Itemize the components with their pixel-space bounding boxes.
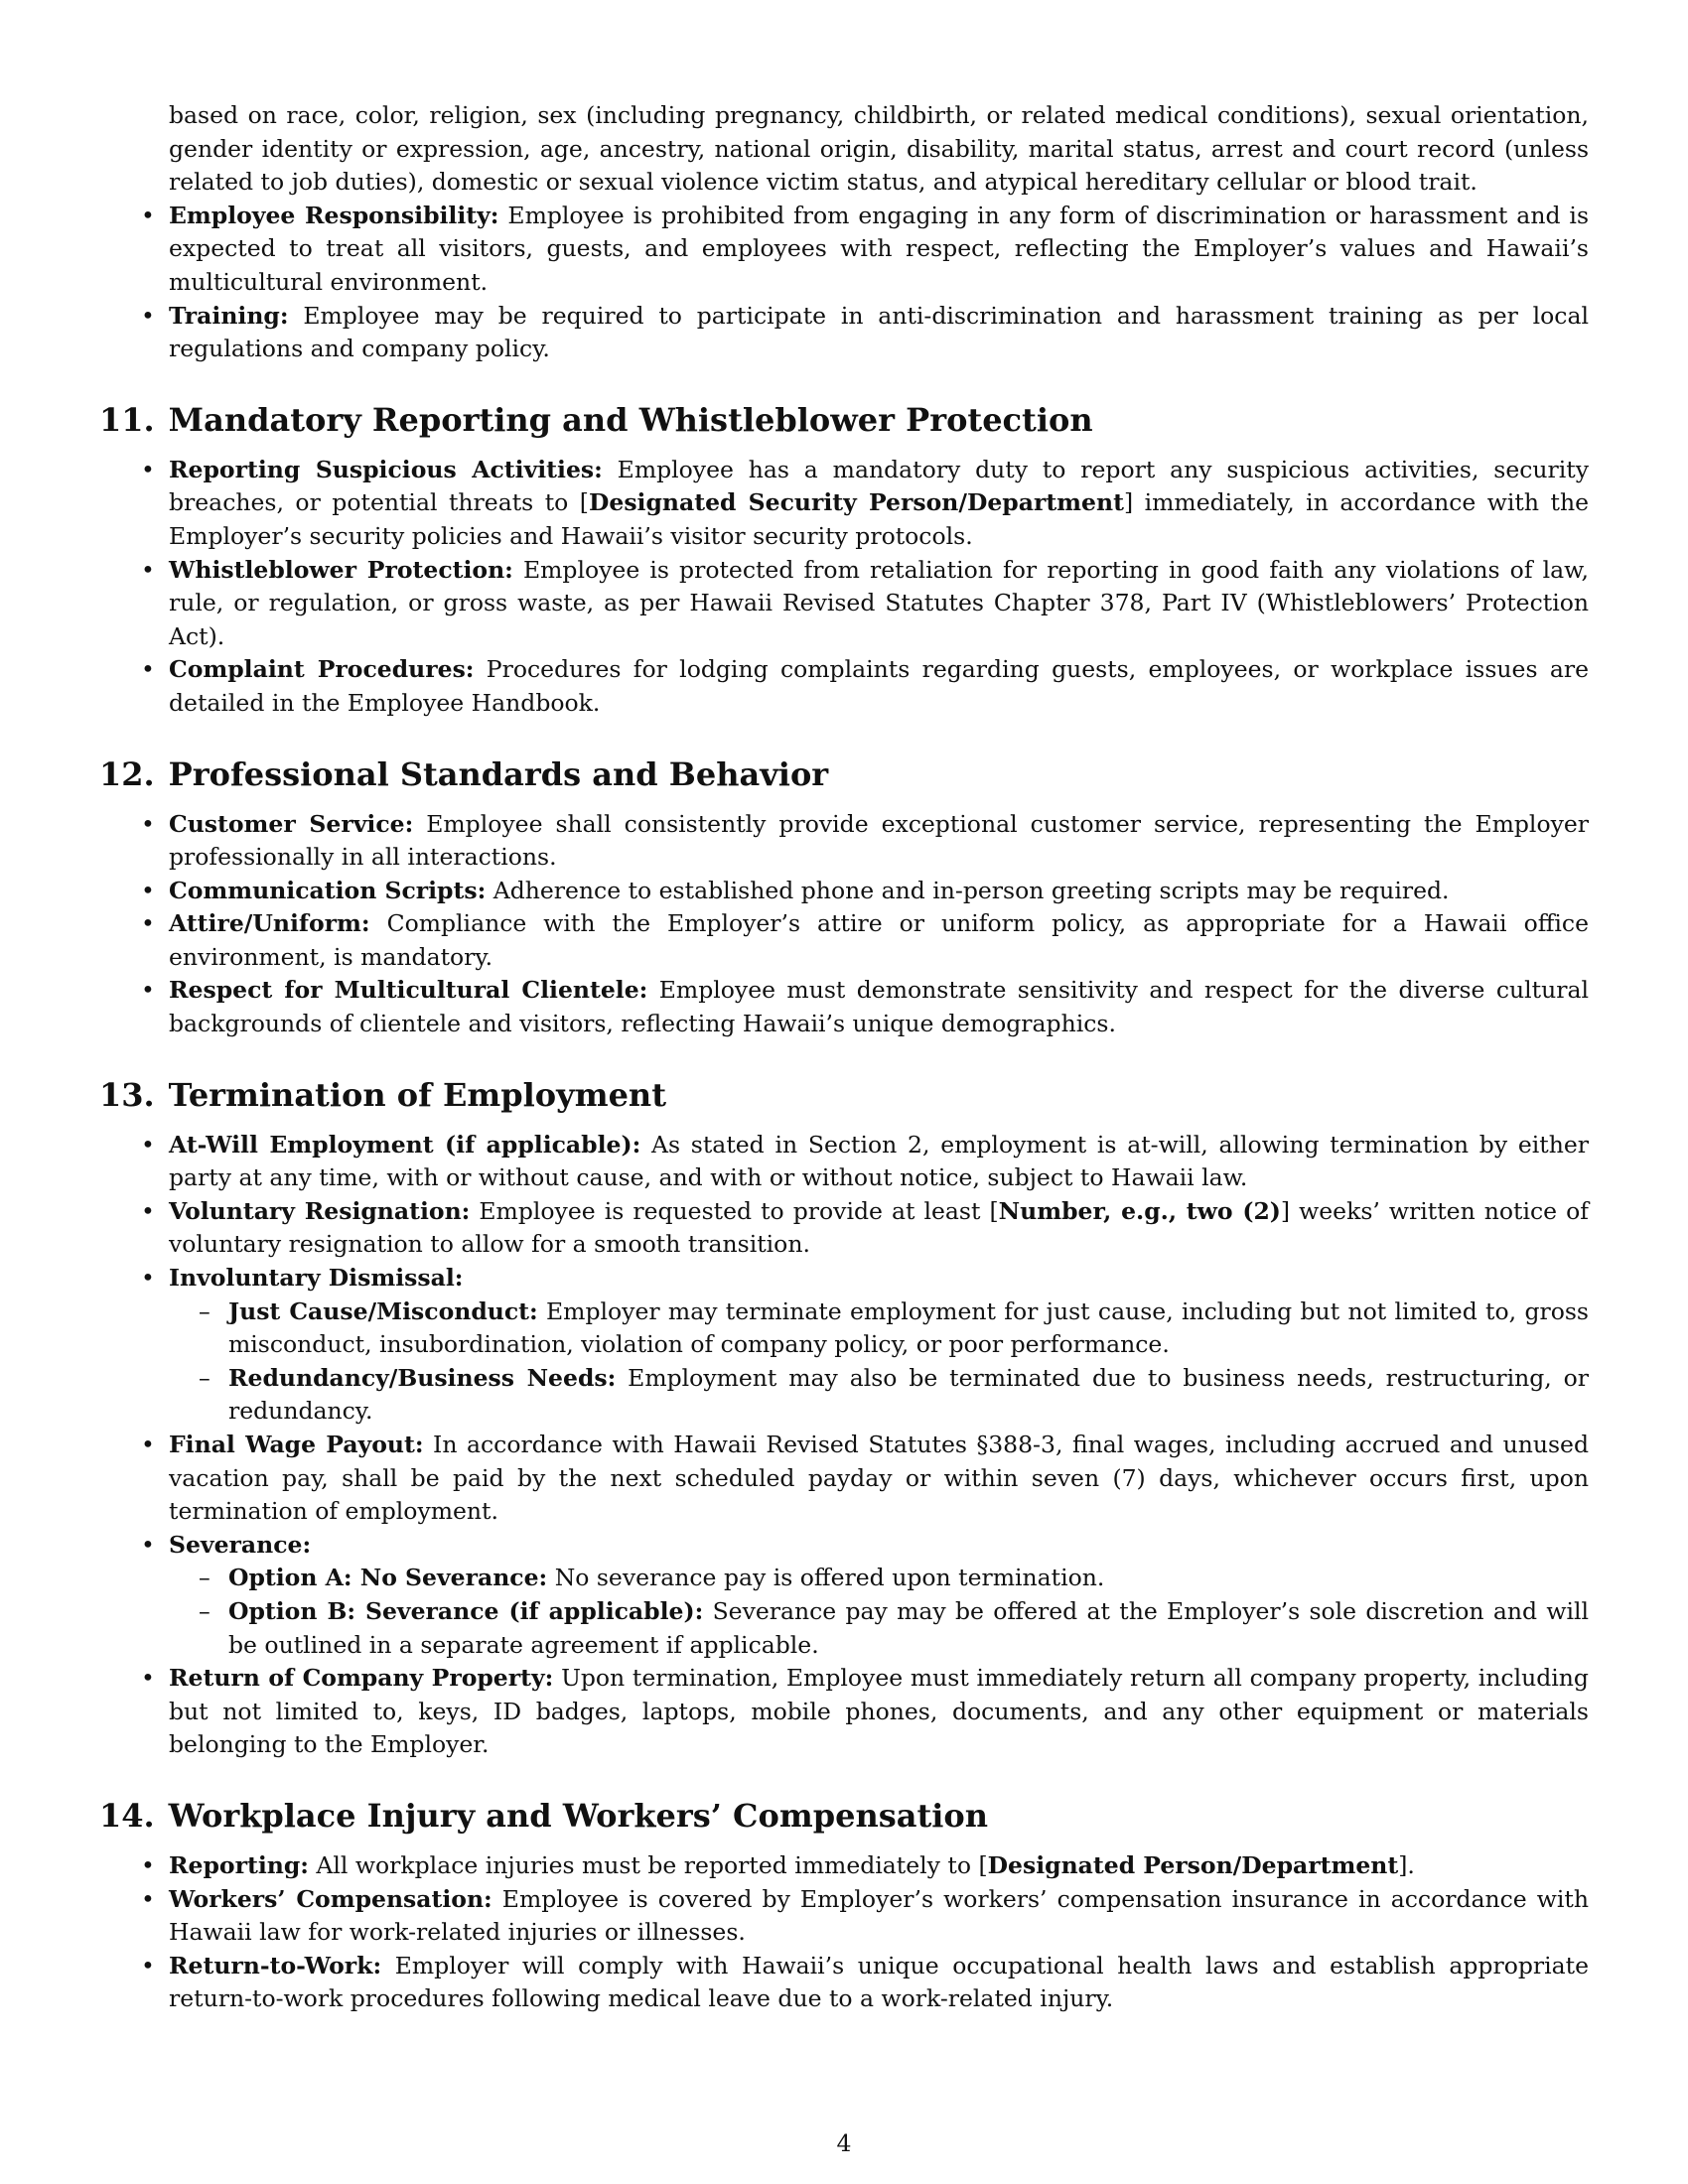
- list-item: [169, 554, 1589, 654]
- list-item: [169, 974, 1589, 1040]
- item-text: ].: [1398, 1850, 1415, 1879]
- list-item: [169, 1195, 1589, 1262]
- section-number: 14.: [99, 1796, 155, 1835]
- item-text: Procedures for lodging complaints regarding guests, employees, or workplace issues are detailed in the Employee Handbook.: [169, 655, 1589, 717]
- item-term: Final Wage Payout:: [169, 1431, 424, 1458]
- item-term: Whistleblower Protection:: [169, 555, 513, 584]
- list-item: [169, 1129, 1589, 1195]
- item-text: In accordance with Hawaii Revised Statutes §388-3, final wages, including accrued and unused vacation pay, shall be paid by the next scheduled payday or within seven (7) days, whichever occurs first, upon termination of employment.: [169, 1431, 1589, 1526]
- list-item: [169, 1262, 1589, 1429]
- item-term: Just Cause/Misconduct:: [228, 1297, 538, 1325]
- item-text: Compliance with the Employer’s attire or uniform policy, as appropriate for a Hawaii office environment, is mandatory.: [169, 909, 1589, 971]
- item-term: Option A: No Severance:: [228, 1564, 548, 1592]
- list-item: [169, 653, 1589, 720]
- list-item: [169, 1883, 1589, 1950]
- item-term: Respect for Multicultural Clientele:: [169, 976, 648, 1005]
- item-text: Severance pay may be offered at the Employer’s sole discretion and will be outlined in a separate agreement if applicable.: [228, 1596, 1589, 1659]
- section-10-continuation: [99, 99, 1589, 366]
- continuation-paragraph: based on race, color, religion, sex (including pregnancy, childbirth, or related medical conditions), sexual orientation, gender identity or expression, age, ancestry, national origin, disability, marital status, arrest and court record (unless related to job duties), domestic or sexual violence victim status, and atypical hereditary cellular or blood trait.: [169, 101, 1589, 197]
- item-text: Employee must demonstrate sensitivity and respect for the diverse cultural backgrounds of clientele and visitors, reflecting Hawaii’s unique demographics.: [169, 976, 1589, 1038]
- section-title: Termination of Employment: [168, 1075, 666, 1114]
- section-title: Professional Standards and Behavior: [168, 754, 829, 793]
- section-heading: [99, 400, 1589, 440]
- bullet-list: [99, 808, 1589, 1041]
- item-term: Customer Service:: [169, 809, 414, 838]
- item-term: Severance:: [169, 1530, 312, 1559]
- bullet-list: [99, 1129, 1589, 1762]
- list-item: [169, 1529, 1589, 1662]
- item-term: Reporting Suspicious Activities:: [169, 455, 603, 483]
- item-term: Communication Scripts:: [169, 876, 487, 904]
- bullet-list: [99, 200, 1589, 366]
- item-term: Voluntary Resignation:: [169, 1196, 471, 1225]
- sub-list-item: [228, 1595, 1589, 1662]
- item-text: No severance pay is offered upon termination.: [547, 1564, 1105, 1592]
- item-text: Employer will comply with Hawaii’s unique occupational health laws and establish appropriate return-to-work procedures following medical leave due to a work-related injury.: [169, 1951, 1589, 2013]
- item-text: Upon termination, Employee must immediately return all company property, including but not limited to, keys, ID badges, laptops, mobile phones, documents, and any other equipment or materials belonging to the Employer.: [169, 1664, 1589, 1759]
- item-text: Adherence to established phone and in-person greeting scripts may be required.: [486, 876, 1450, 904]
- section-number: 13.: [99, 1075, 155, 1114]
- item-text: Employee is requested to provide at least [: [470, 1196, 999, 1225]
- section-heading: [99, 1075, 1589, 1115]
- item-text: Employee is prohibited from engaging in any form of discrimination or harassment and is expected to treat all visitors, guests, and employees with respect, reflecting the Employer’s values and Hawaii’s multicultural environment.: [169, 201, 1590, 296]
- item-term: Involuntary Dismissal:: [169, 1264, 464, 1293]
- document-page: [99, 99, 1589, 2050]
- placeholder-field: Number, e.g., two (2): [998, 1196, 1281, 1225]
- list-item: [169, 875, 1589, 908]
- bullet-list: [99, 1849, 1589, 2016]
- section-11: [99, 400, 1589, 721]
- list-item: [169, 1662, 1589, 1762]
- sub-list-item: [228, 1562, 1589, 1595]
- item-text: ] immediately, in accordance with the Employer’s security policies and Hawaii’s visitor security protocols.: [169, 488, 1589, 550]
- page-number: 4: [836, 2129, 852, 2157]
- list-item: [169, 1950, 1589, 2016]
- bullet-list: [99, 454, 1589, 721]
- section-number: 12.: [99, 754, 155, 793]
- placeholder-field: Designated Security Person/Department: [588, 488, 1124, 517]
- section-number: 11.: [99, 400, 155, 439]
- sub-list: [169, 1296, 1589, 1429]
- item-term: Return-to-Work:: [169, 1951, 382, 1979]
- item-term: Training:: [169, 301, 289, 330]
- placeholder-field: Designated Person/Department: [987, 1850, 1399, 1879]
- section-14: [99, 1796, 1589, 2016]
- list-item: [169, 1429, 1589, 1529]
- item-text: Employee is protected from retaliation for reporting in good faith any violations of law, rule, or regulation, or gross waste, as per Hawaii Revised Statutes Chapter 378, Part IV (Whistleblowers’ Protection Act).: [169, 555, 1589, 650]
- item-text: Employee shall consistently provide exceptional customer service, representing the Employer professionally in all interactions.: [169, 809, 1590, 872]
- item-term: Reporting:: [169, 1850, 309, 1879]
- item-term: Attire/Uniform:: [169, 909, 370, 938]
- item-text: Employee is covered by Employer’s workers’ compensation insurance in accordance with Hawaii law for work-related injuries or illnesses.: [169, 1884, 1589, 1947]
- list-item: [169, 200, 1589, 300]
- item-text: Employment may also be terminated due to business needs, restructuring, or redundancy.: [228, 1363, 1589, 1426]
- item-term: Return of Company Property:: [169, 1664, 554, 1693]
- item-text: Employer may terminate employment for just cause, including but not limited to, gross misconduct, insubordination, violation of company policy, or poor performance.: [228, 1297, 1589, 1359]
- section-13: [99, 1075, 1589, 1762]
- item-term: Complaint Procedures:: [169, 655, 475, 684]
- list-item: [169, 1849, 1589, 1883]
- item-text: Employee has a mandatory duty to report any suspicious activities, security breaches, or potential threats to [: [169, 455, 1589, 517]
- section-heading: [99, 754, 1589, 794]
- list-item: [169, 808, 1589, 875]
- item-text: ] weeks’ written notice of voluntary resignation to allow for a smooth transition.: [169, 1196, 1589, 1259]
- list-item: [169, 300, 1589, 366]
- sub-list-item: [228, 1362, 1589, 1429]
- section-title: Mandatory Reporting and Whistleblower Protection: [168, 400, 1093, 439]
- item-text: As stated in Section 2, employment is at-will, allowing termination by either party at any time, with or without cause, and with or without notice, subject to Hawaii law.: [169, 1130, 1589, 1192]
- item-term: Workers’ Compensation:: [169, 1884, 492, 1913]
- sub-list-item: [228, 1296, 1589, 1362]
- list-item: [169, 907, 1589, 974]
- section-heading: [99, 1796, 1589, 1836]
- sub-list: [169, 1562, 1589, 1662]
- item-term: Option B: Severance (if applicable):: [228, 1596, 704, 1625]
- item-text: Employee may be required to participate in anti-discrimination and harassment training as per local regulations and company policy.: [169, 301, 1589, 363]
- item-text: All workplace injuries must be reported immediately to [: [308, 1850, 988, 1879]
- item-term: Redundancy/Business Needs:: [228, 1363, 617, 1392]
- section-title: Workplace Injury and Workers’ Compensation: [168, 1796, 988, 1835]
- list-item: [169, 454, 1589, 554]
- section-12: [99, 754, 1589, 1041]
- item-term: At-Will Employment (if applicable):: [169, 1130, 641, 1159]
- item-term: Employee Responsibility:: [169, 201, 499, 229]
